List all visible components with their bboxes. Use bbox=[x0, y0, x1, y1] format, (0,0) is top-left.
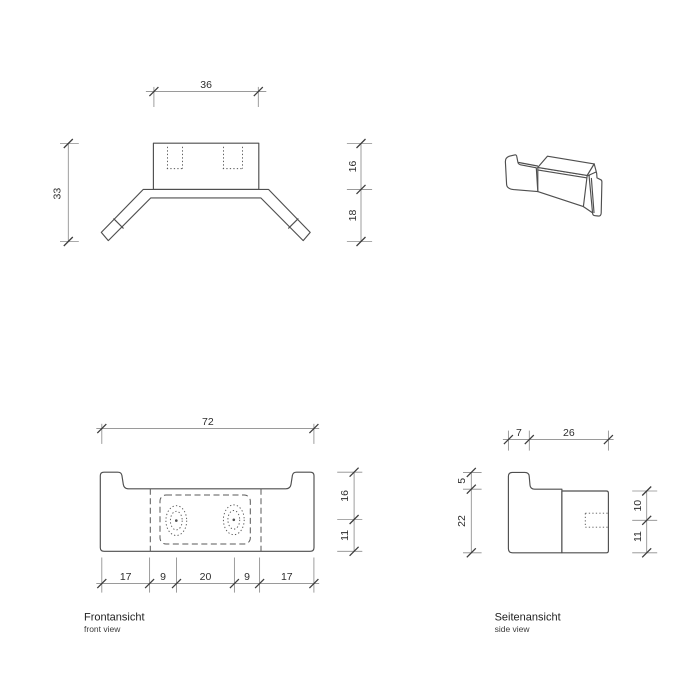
iso-right-hook-plate bbox=[589, 171, 602, 216]
dim-label: 26 bbox=[563, 427, 575, 439]
dim-label: 5 bbox=[455, 477, 468, 484]
view-title-side: Seitenansicht bbox=[494, 611, 561, 624]
dim-label: 16 bbox=[346, 160, 359, 173]
iso-left-hook-plate bbox=[505, 155, 537, 192]
dim-label: 20 bbox=[199, 570, 212, 583]
view-subtitle-front: front view bbox=[84, 623, 121, 634]
dimension-top-width bbox=[96, 416, 319, 444]
dim-label: 18 bbox=[346, 209, 359, 222]
dim-label: 36 bbox=[200, 78, 212, 91]
side-view bbox=[456, 427, 657, 634]
dimension-left-heights bbox=[456, 468, 482, 557]
view-subtitle-side: side view bbox=[494, 623, 530, 634]
dim-label: 10 bbox=[631, 499, 644, 512]
dim-label: 16 bbox=[338, 490, 351, 502]
dimension-right-heights bbox=[347, 139, 372, 246]
dimension-right-heights bbox=[632, 487, 657, 558]
upper-front-view bbox=[52, 79, 372, 246]
dim-label: 72 bbox=[202, 415, 214, 428]
dim-label: 22 bbox=[455, 515, 468, 527]
hole-center bbox=[233, 519, 236, 522]
front-view bbox=[84, 416, 362, 634]
part-upper-plate bbox=[153, 143, 258, 189]
dim-label: 11 bbox=[338, 529, 351, 541]
part-front-body bbox=[100, 472, 314, 551]
dimension-right-heights bbox=[337, 468, 362, 556]
dim-label: 33 bbox=[51, 187, 64, 200]
dim-label: 11 bbox=[631, 531, 644, 543]
hole-center bbox=[175, 519, 178, 522]
dimension-top-widths bbox=[503, 427, 614, 451]
view-title-front: Frontansicht bbox=[84, 611, 145, 624]
dim-label: 7 bbox=[515, 427, 522, 439]
dim-label: 17 bbox=[119, 570, 132, 583]
dim-label: 9 bbox=[160, 570, 167, 583]
dim-label: 9 bbox=[244, 570, 250, 583]
dimension-left-height bbox=[52, 139, 79, 246]
dim-label: 17 bbox=[280, 570, 293, 583]
dimension-bottom-chain bbox=[96, 558, 319, 593]
part-side-body-block bbox=[562, 491, 609, 553]
part-winged-base bbox=[101, 189, 310, 240]
part-side-hook-plate bbox=[508, 472, 562, 552]
iso-bottom-edge-line bbox=[583, 207, 592, 213]
dimension-top-width bbox=[146, 79, 266, 107]
isometric-view bbox=[505, 155, 602, 216]
